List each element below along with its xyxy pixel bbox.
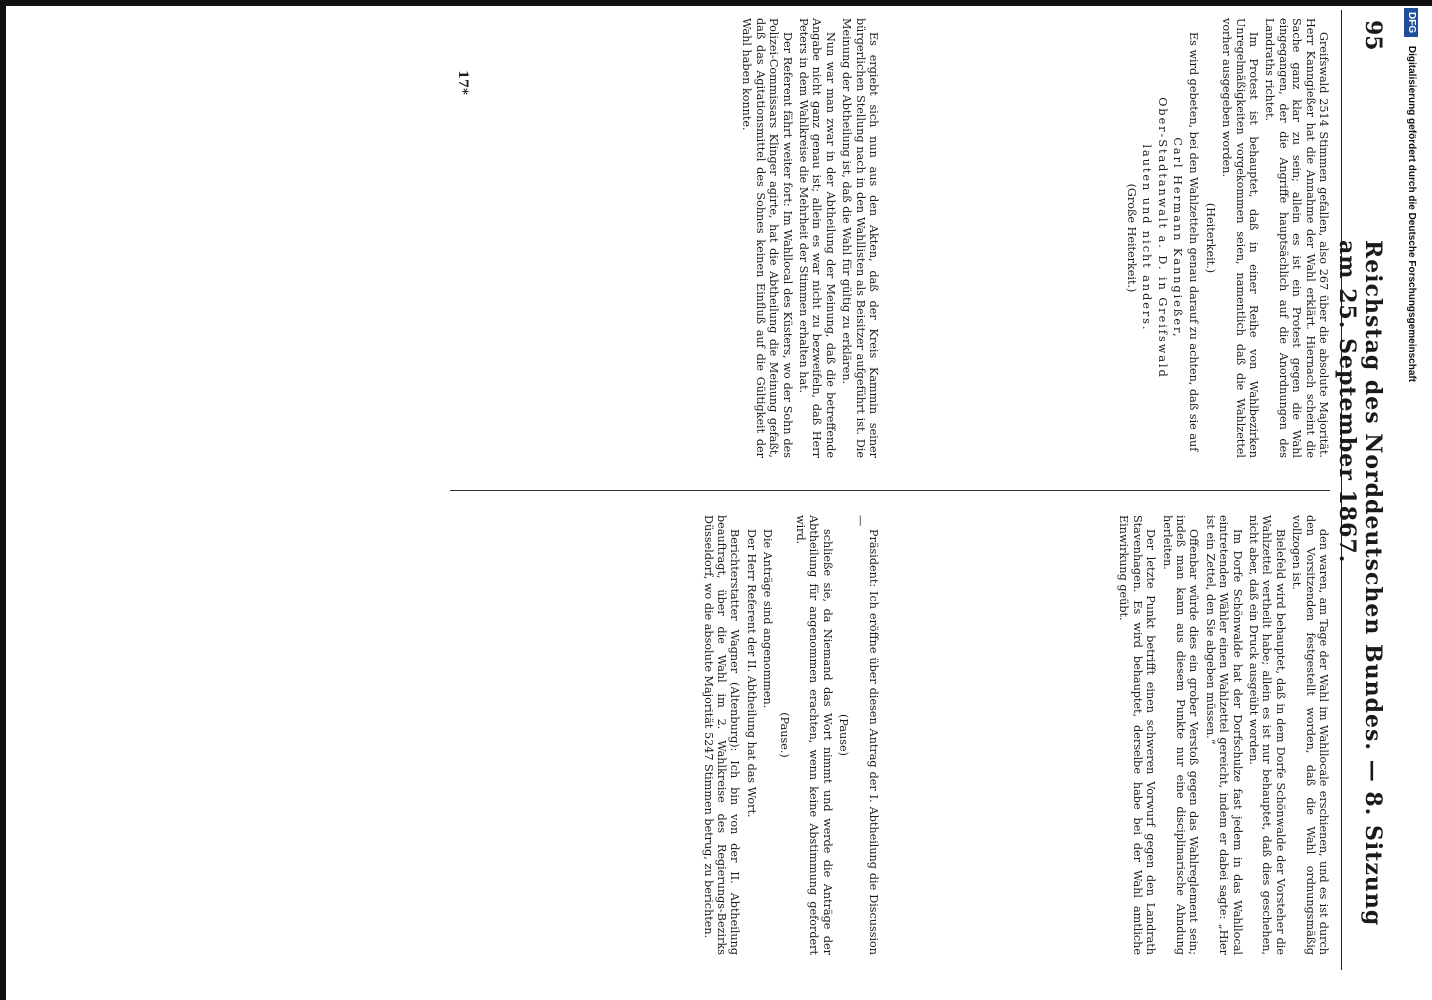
paragraph: Präsident: Ich eröffne über diesen Antrag der I. Abtheilung die Discussion — (853, 515, 880, 955)
scan-border-left (0, 0, 6, 1000)
paragraph: Die Anträge sind angenommen. (761, 529, 775, 709)
candidate-name: Carl Hermann Kanngießer, (1170, 137, 1184, 339)
paragraph: Der Referent fährt weiter fort: Im Wahllocal des Küsters, wo der Sohn des Polizei-Commissars Klinger agirte, hat die Abtheilung die Meinung gefaßt, daß das Agitationsmittel des Sohnes keinen Einfluß auf die Gültigkeit der Wahl haben konnte. (740, 18, 794, 458)
interjection: (Pause.) (777, 712, 791, 758)
candidate-closing: lauten und nicht anders. (1140, 144, 1154, 332)
page-number: 95 (1360, 20, 1386, 51)
paragraph: Berichterstatter Wagner (Altenburg): Ich bin von der II. Abtheilung beauftragt, über die Wahl im 2. Wahlkreise des Regierungs-Bezirks Düsseldorf, wo die absolute Majorität 5247 Stimmen betrug, zu berichten. (701, 515, 742, 955)
page-header (1334, 10, 1400, 970)
candidate-title: Ober-Stadtanwalt a. D. in Greifswald (1155, 97, 1169, 379)
paragraph: den waren, am Tage der Wahl im Wahllocale erschienen, und es ist durch den Vorsitzenden festgestellt worden, daß die Wahl ordnungsmäßig vollzogen ist. (1290, 515, 1330, 955)
credit-text: Digitalisierung gefördert durch die Deutsche Forschungsgemeinschaft (1406, 45, 1417, 383)
interjection: (Pause) (837, 714, 851, 756)
paragraph: Der Herr Referent der II. Abtheilung hat das Wort. (744, 529, 758, 818)
dfg-credit-strip (1400, 8, 1424, 988)
paragraph: Offenbar würde dies ein grober Verstoß gegen das Wahlreglement sein; indeß man kann aus diesem Punkte nur eine disciplinarische Ahndung herleiten. (1160, 515, 1201, 955)
credit-text-container (1398, 8, 1422, 988)
paragraph: schließe sie, da Niemand das Wort nimmt und werde die Anträge der Abtheilung für angenommen erachten, wenn keine Abstimmung gefordert wird. (793, 515, 834, 955)
column-bottom-left (737, 18, 880, 458)
signature-mark: 17* (455, 70, 470, 95)
column-top-left (1121, 18, 1330, 458)
paragraph: Der letzte Punkt betrifft einen schweren Vorwurf gegen den Landrath Stavenhagen. Es wird behauptet, derselbe habe bei der Wahl amtliche Einwirkung geübt. (1117, 515, 1158, 955)
dfg-logo-icon: DFG (1404, 8, 1418, 37)
paragraph: Im Protest ist behauptet, daß in einer Reihe von Wahlbezirken Unregelmäßigkeiten vorgekommen seien, namentlich daß die Wahlzettel vorher ausgegeben worden. (1220, 18, 1260, 458)
rotated-page (30, 10, 1400, 970)
running-title: Reichstag des Norddeutschen Bundes. — 8. Sitzung am 25. September 1867. (1334, 240, 1386, 927)
paragraph: Im Dorfe Schönwalde hat der Dorfschulze fast jedem in das Wahllocal eintretenden Wähler einen Wahlzettel gereicht, indem er dabei sagte: „Hier ist ein Zettel, den Sie abgeben müssen.“ (1203, 515, 1244, 955)
interjection: (Heiterkeit.) (1203, 202, 1217, 274)
column-bottom-right (698, 515, 880, 955)
scan-border-top (0, 0, 1432, 6)
column-divider (450, 490, 1330, 491)
interjection: (Große Heiterkeit.) (1124, 183, 1138, 293)
column-top-right (1114, 515, 1330, 955)
paragraph: Es wird gebeten, bei den Wahlzetteln genau darauf zu achten, daß sie auf (1187, 32, 1201, 452)
paragraph: Nun war man zwar in der Abtheilung der Meinung, daß die betreffende Angabe nicht ganz genau ist; allein es war nicht zu bezweifeln, daß Herr Peters in dem Wahlkreise die Mehrheit der Stimmen erhalten hat. (796, 18, 837, 458)
paragraph: Greifswald 2514 Stimmen gefallen, also 267 über die absolute Majorität. Herr Kanngießer hat die Annahme der Wahl erklärt. Hiernach scheint die Sache ganz klar zu sein; allein es ist ein Protest gegen die Wahl eingegangen, der die Angriffe hauptsächlich auf die Anordnungen des Landraths richtet. (1263, 18, 1330, 458)
paragraph: Bielefeld wird behauptet, daß in dem Dorfe Schönwalde der Vorsteher die Wahlzettel vertheilt habe; allein es ist nur behauptet, daß dies geschehen, nicht aber, daß ein Druck ausgeübt worden. (1246, 515, 1287, 955)
paragraph: Es ergiebt sich nun aus den Akten, daß der Kreis Kammin seiner bürgerlichen Stellung nach in den Wahllisten als Beisitzer aufgeführt ist. Die Meinung der Abtheilung ist, daß die Wahl für gültig zu erklären. (840, 18, 880, 458)
